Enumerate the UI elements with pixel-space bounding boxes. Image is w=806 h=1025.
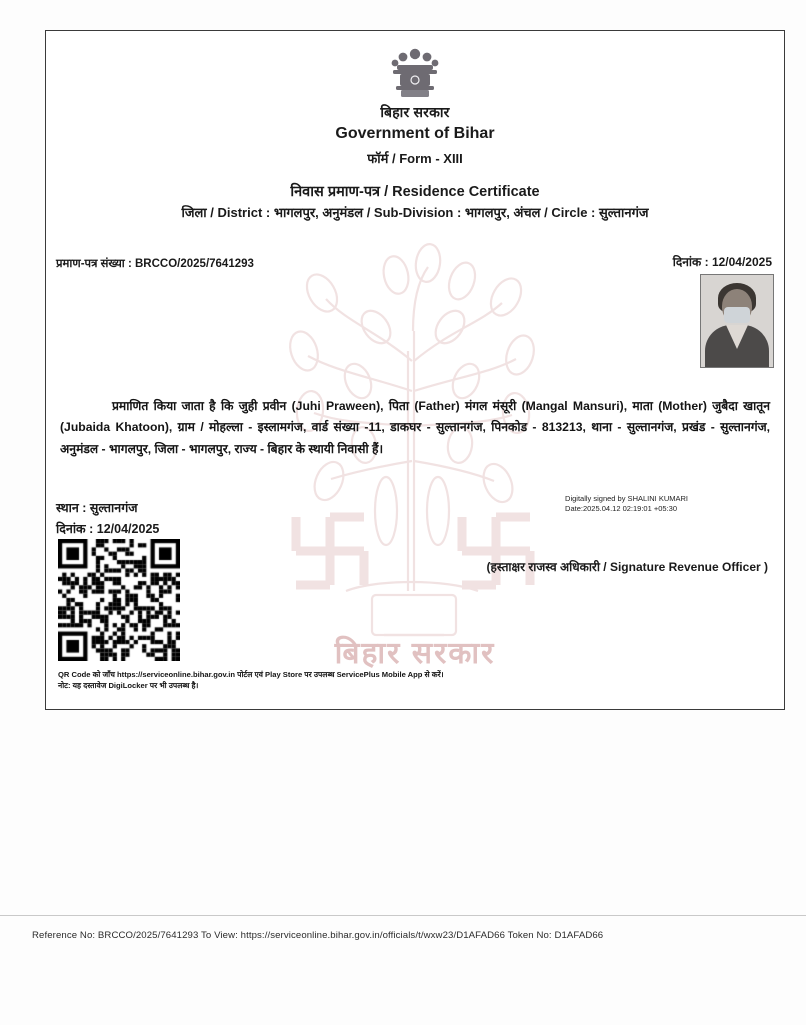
certificate-date-label: दिनांक : <box>672 255 709 269</box>
government-name-english: Government of Bihar <box>335 125 495 142</box>
certificate-number-label: प्रमाण-पत्र संख्या : <box>56 258 132 270</box>
signature-label: (हस्ताक्षर राजस्व अधिकारी / Signature Revenue Officer ) <box>486 560 768 574</box>
place-date-line <box>56 520 159 537</box>
form-number: फॉर्म / Form - XIII <box>367 151 463 166</box>
certificate-number <box>56 256 254 271</box>
place-line <box>56 499 138 516</box>
certificate-frame <box>45 30 785 710</box>
applicant-photo <box>700 274 774 368</box>
qr-note-line-1: QR Code को जाँच https://serviceonline.bihar.gov.in पोर्टल एवं Play Store पर उपलब्ध ServicePlus Mobile App से करें। <box>58 670 444 679</box>
watermark-text: बिहार सरकार <box>334 637 496 670</box>
qr-code[interactable] <box>58 539 180 661</box>
place-value: सुल्तानगंज <box>89 501 138 515</box>
district-subdivision-circle-line: जिला / District : भागलपुर, अनुमंडल / Sub-Division : भागलपुर, अंचल / Circle : सुल्तानगंज <box>181 205 649 220</box>
certificate-title: निवास प्रमाण-पत्र / Residence Certificate <box>290 184 540 200</box>
qr-note-line-2: नोट: यह दस्तावेज DigiLocker पर भी उपलब्ध है। <box>58 681 199 691</box>
qr-instruction-note <box>58 669 578 692</box>
certificate-date <box>673 253 772 270</box>
footer-reference: Reference No: BRCCO/2025/7641293 To View: https://serviceonline.bihar.gov.in/officials/t/wxw23/D1AFAD66 Token No: D1AFAD66 <box>32 930 604 941</box>
place-date-value: 12/04/2025 <box>96 522 160 536</box>
certificate-number-value: BRCCO/2025/7641293 <box>135 258 254 270</box>
footer-divider <box>0 915 806 916</box>
qr-code-canvas <box>58 539 180 661</box>
place-date-label: दिनांक : <box>56 522 94 536</box>
digital-signature-line-2: Date:2025.04.12 02:19:01 +05:30 <box>565 504 678 514</box>
place-label: स्थान : <box>56 501 87 515</box>
national-emblem-icon <box>384 41 446 103</box>
digital-signature-line-1: Digitally signed by SHALINI KUMARI <box>565 494 688 503</box>
digital-signature-stamp <box>565 494 688 514</box>
certificate-body-text: प्रमाणित किया जाता है कि जुही प्रवीन (Juhi Praween), पिता (Father) मंगल मंसूरी (Mangal Mansuri), माता (Mother) जुबैदा खातून (Jubaida Khatoon), ग्राम / मोहल्ला - इस्लामगंज, वार्ड संख्या -11, डाकघर - सुल्तानगंज, पिनकोड - 813213, थाना - सुल्तानगंज, प्रखंड - सुल्तानगंज, अनुमंडल - भागलपुर, जिला - भागलपुर, राज्य - बिहार के स्थायी निवासी हैं। <box>60 399 770 456</box>
government-name-hindi: बिहार सरकार <box>380 104 450 120</box>
certificate-date-value: 12/04/2025 <box>711 255 772 269</box>
